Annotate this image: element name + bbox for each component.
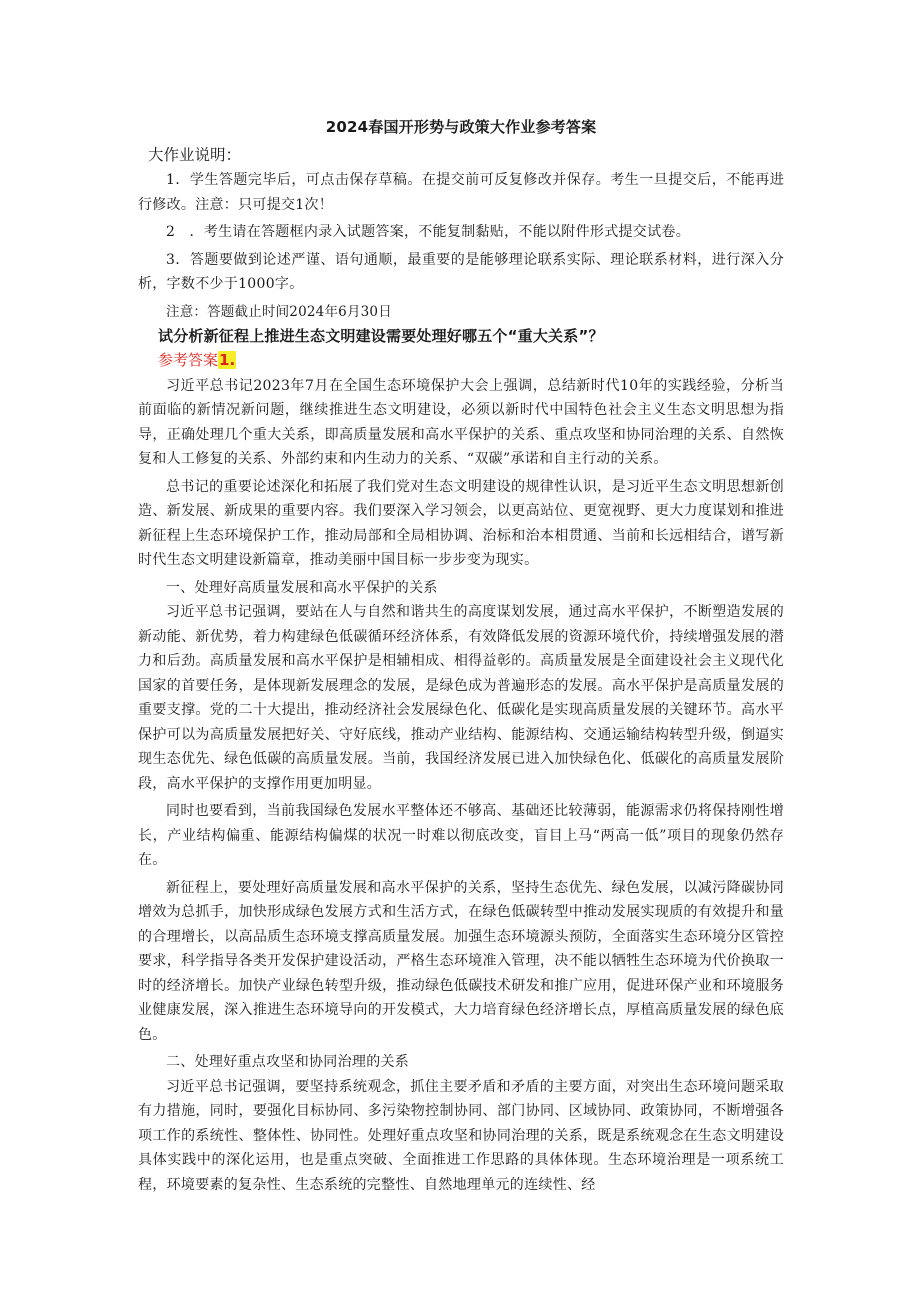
document-page xyxy=(138,110,784,1197)
deadline-notice: 注意：答题截止时间2024年6月30日 xyxy=(166,303,392,320)
section-subheading: 一、处理好高质量发展和高水平保护的关系 xyxy=(166,579,438,596)
body-paragraph: 同时也要看到，当前我国绿色发展水平整体还不够高、基础还比较薄弱，能源需求仍将保持刚性增长，产业结构偏重、能源结构偏煤的状况一时难以彻底改变，盲目上马“两高一低”项目的现象仍然存在。 xyxy=(138,803,784,868)
body-paragraph: 总书记的重要论述深化和拓展了我们党对生态文明建设的规律性认识，是习近平生态文明思想新创造、新发展、新成果的重要内容。我们要深入学习领会，以更高站位、更宽视野、更大力度谋划和推进新征程上生态环境保护工作，推动局部和全局相协调、治标和治本相贯通、当前和长远相结合，谱写新时代生态文明建设新篇章，推动美丽中国目标一步步变为现实。 xyxy=(138,478,784,568)
instruction-item: 2 ．考生请在答题框内录入试题答案，不能复制黏贴，不能以附件形式提交试卷。 xyxy=(166,224,691,240)
instructions-heading: 大作业说明： xyxy=(148,146,242,164)
body-paragraph: 新征程上，要处理好高质量发展和高水平保护的关系，坚持生态优先、绿色发展，以减污降碳协同增效为总抓手，加快形成绿色发展方式和生活方式，在绿色低碳转型中推动发展实现质的有效提升和量的合理增长，以高品质生态环境支撑高质量发展。加强生态环境源头预防，全面落实生态环境分区管控要求，科学指导各类开发保护建设活动，严格生态环境准入管理，决不能以牺牲生态环境为代价换取一时的经济增长。加快产业绿色转型升级，推动绿色低碳技术研发和推广应用，促进环保产业和环境服务业健康发展，深入推进生态环境导向的开发模式，大力培育绿色经济增长点，厚植高质量发展的绿色底色。 xyxy=(138,879,784,1043)
instruction-item: 1．学生答题完毕后，可点击保存草稿。在提交前可反复修改并保存。考生一旦提交后，不能再进行修改。注意：只可提交1次！ xyxy=(138,172,784,213)
answer-number: 1. xyxy=(219,350,236,369)
answer-label: 参考答案 xyxy=(158,350,219,369)
question-text: 试分析新征程上推进生态文明建设需要处理好哪五个“重大关系”？ xyxy=(158,326,604,345)
instruction-item: 3．答题要做到论述严谨、语句通顺，最重要的是能够理论联系实际、理论联系材料，进行深入分析，字数不少于1000字。 xyxy=(138,251,784,292)
answer-heading xyxy=(158,348,784,372)
body-paragraph: 习近平总书记强调，要坚持系统观念，抓住主要矛盾和矛盾的主要方面，对突出生态环境问题采取有力措施，同时，要强化目标协同、多污染物控制协同、部门协同、区域协同、政策协同，不断增强各项工作的系统性、整体性、协同性。处理好重点攻坚和协同治理的关系，既是系统观念在生态文明建设具体实践中的深化运用，也是重点突破、全面推进工作思路的具体体现。生态环境治理是一项系统工程，环境要素的复杂性、生态系统的完整性、自然地理单元的连续性、经 xyxy=(138,1078,784,1193)
document-title: 2024春国开形势与政策大作业参考答案 xyxy=(325,118,597,136)
body-paragraph: 习近平总书记2023年7月在全国生态环境保护大会上强调，总结新时代10年的实践经验，分析当前面临的新情况新问题，继续推进生态文明建设，必须以新时代中国特色社会主义生态文明思想为指导，正确处理几个重大关系，即高质量发展和高水平保护的关系、重点攻坚和协同治理的关系、自然恢复和人工修复的关系、外部约束和内生动力的关系、“双碳”承诺和自主行动的关系。 xyxy=(138,377,784,467)
section-subheading: 二、处理好重点攻坚和协同治理的关系 xyxy=(166,1054,410,1070)
body-paragraph: 习近平总书记强调，要站在人与自然和谐共生的高度谋划发展，通过高水平保护，不断塑造发展的新动能、新优势，着力构建绿色低碳循环经济体系，有效降低发展的资源环境代价，持续增强发展的潜力和后劲。高质量发展和高水平保护是相辅相成、相得益彰的。高质量发展是全面建设社会主义现代化国家的首要任务，是体现新发展理念的发展，是绿色成为普遍形态的发展。高水平保护是高质量发展的重要支撑。党的二十大提出，推动经济社会发展绿色化、低碳化是实现高质量发展的关键环节。高水平保护可以为高质量发展把好关、守好底线，推动产业结构、能源结构、交通运输结构转型升级，倒逼实现生态优先、绿色低碳的高质量发展。当前，我国经济发展已进入加快绿色化、低碳化的高质量发展阶段，高水平保护的支撑作用更加明显。 xyxy=(138,604,784,792)
